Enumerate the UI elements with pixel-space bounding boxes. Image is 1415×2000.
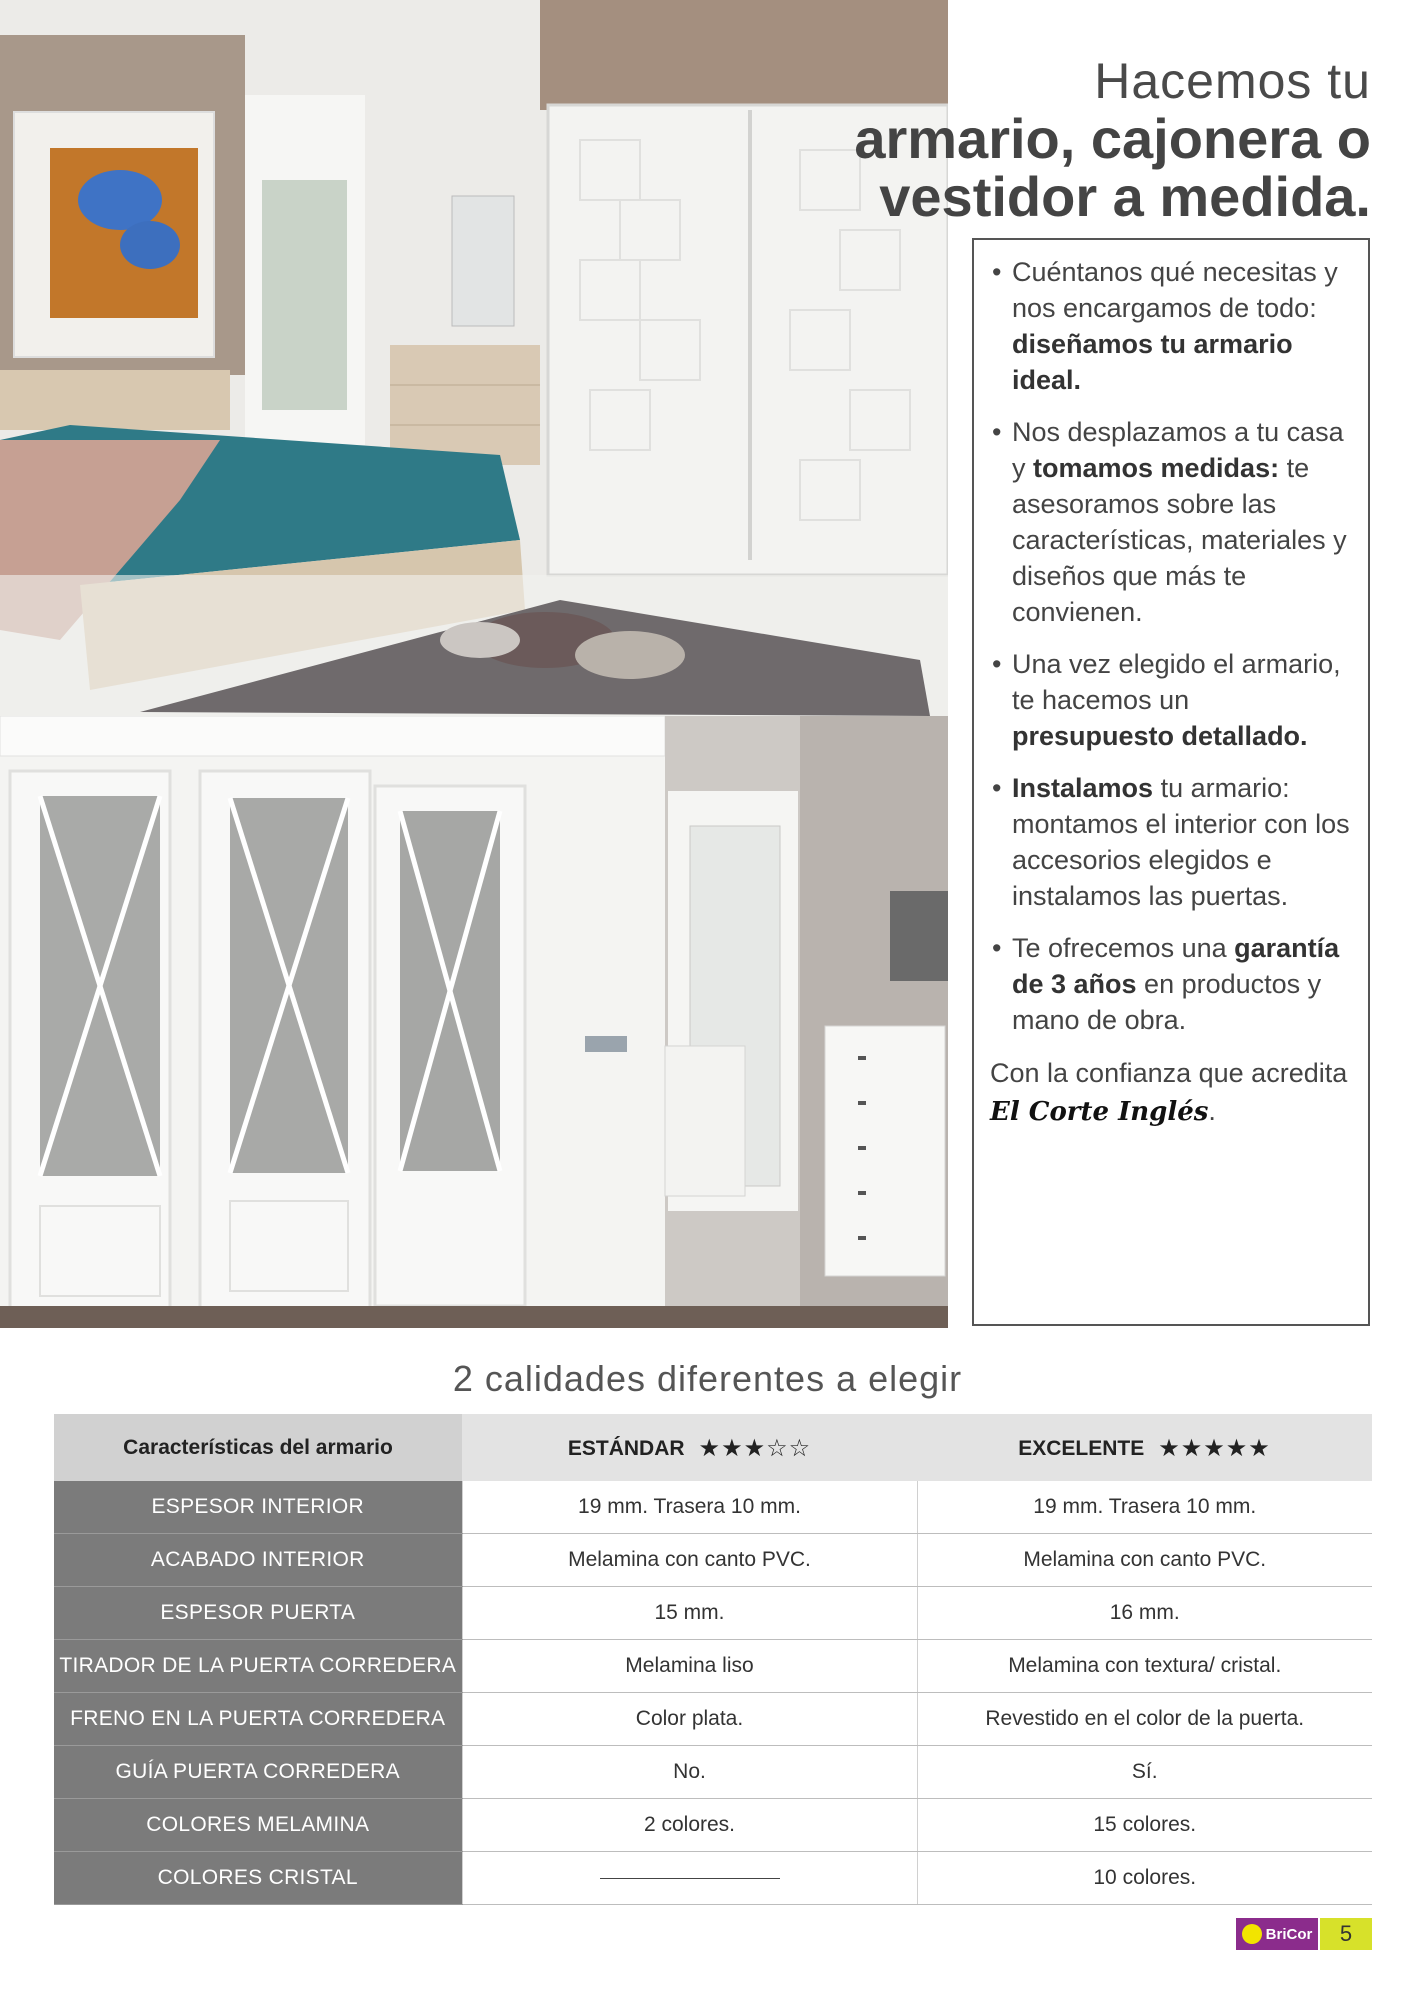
cell-standard: Melamina con canto PVC. [462,1534,917,1587]
cell-excellent: Revestido en el color de la puerta. [917,1693,1372,1746]
quality-comparison-table [54,1414,1372,1905]
el-corte-ingles-signature: El Corte Inglés [990,1097,1209,1127]
table-row [54,1481,1372,1534]
cell-standard: No. [462,1746,917,1799]
cell-excellent: 19 mm. Trasera 10 mm. [917,1481,1372,1534]
heading-line-2: armario, cajonera o [854,107,1371,170]
cell-excellent: Sí. [917,1746,1372,1799]
row-label: ESPESOR PUERTA [54,1587,462,1640]
row-label: COLORES MELAMINA [54,1799,462,1852]
table-row [54,1799,1372,1852]
bricor-brand-badge [1236,1918,1318,1950]
row-label: GUÍA PUERTA CORREDERA [54,1746,462,1799]
row-label: FRENO EN LA PUERTA CORREDERA [54,1693,462,1746]
bullet-measure: • Nos desplazamos a tu casa y tomamos medidas: te asesoramos sobre las características, materiales y diseños que más te convienen. [990,414,1354,630]
page-heading [854,52,1371,226]
bullet-design: • Cuéntanos qué necesitas y nos encargamos de todo: diseñamos tu armario ideal. [990,254,1354,398]
table-header-row [54,1414,1372,1481]
header-standard: ESTÁNDAR ★★★☆☆ [462,1414,917,1481]
row-label: ESPESOR INTERIOR [54,1481,462,1534]
photo-bedroom-sliding-wardrobe [0,0,948,716]
cell-excellent: 10 colores. [917,1852,1372,1905]
cell-standard: 15 mm. [462,1587,917,1640]
cell-standard: Melamina liso [462,1640,917,1693]
standard-stars-icon: ★★★☆☆ [698,1433,812,1462]
cell-standard: 19 mm. Trasera 10 mm. [462,1481,917,1534]
cell-standard: 2 colores. [462,1799,917,1852]
header-features: Características del armario [54,1414,462,1481]
table-row [54,1746,1372,1799]
brand-name: BriCor [1265,1925,1313,1943]
bricor-logo-icon [1242,1924,1262,1944]
row-label: TIRADOR DE LA PUERTA CORREDERA [54,1640,462,1693]
cell-excellent: Melamina con textura/ cristal. [917,1640,1372,1693]
table-row [54,1852,1372,1905]
bullet-quote: • Una vez elegido el armario, te hacemos un presupuesto detallado. [990,646,1354,754]
table-row [54,1587,1372,1640]
service-info-box [972,238,1370,1326]
service-bullet-list [990,254,1354,1038]
table-title: 2 calidades diferentes a elegir [452,1358,963,1399]
heading-line-3: vestidor a medida. [879,165,1371,228]
cell-excellent: 15 colores. [917,1799,1372,1852]
row-label: ACABADO INTERIOR [54,1534,462,1587]
closing-text: Con la confianza que acredita El Corte Inglés. [990,1058,1348,1127]
cell-standard-empty [462,1852,917,1905]
cell-excellent: Melamina con canto PVC. [917,1534,1372,1587]
table-row [54,1693,1372,1746]
page-number: 5 [1320,1918,1372,1950]
not-available-dash [600,1878,780,1879]
cell-excellent: 16 mm. [917,1587,1372,1640]
table-row [54,1534,1372,1587]
photo-white-wardrobe-doors [0,716,948,1328]
table-row [54,1640,1372,1693]
row-label: COLORES CRISTAL [54,1852,462,1905]
bullet-install: • Instalamos tu armario: montamos el interior con los accesorios elegidos e instalamos las puertas. [990,770,1354,914]
excellent-stars-icon: ★★★★★ [1158,1433,1271,1462]
header-excellent: EXCELENTE ★★★★★ [917,1414,1372,1481]
heading-line-1: Hacemos tu [1094,53,1371,109]
bullet-warranty: • Te ofrecemos una garantía de 3 años en productos y mano de obra. [990,930,1354,1038]
cell-standard: Color plata. [462,1693,917,1746]
